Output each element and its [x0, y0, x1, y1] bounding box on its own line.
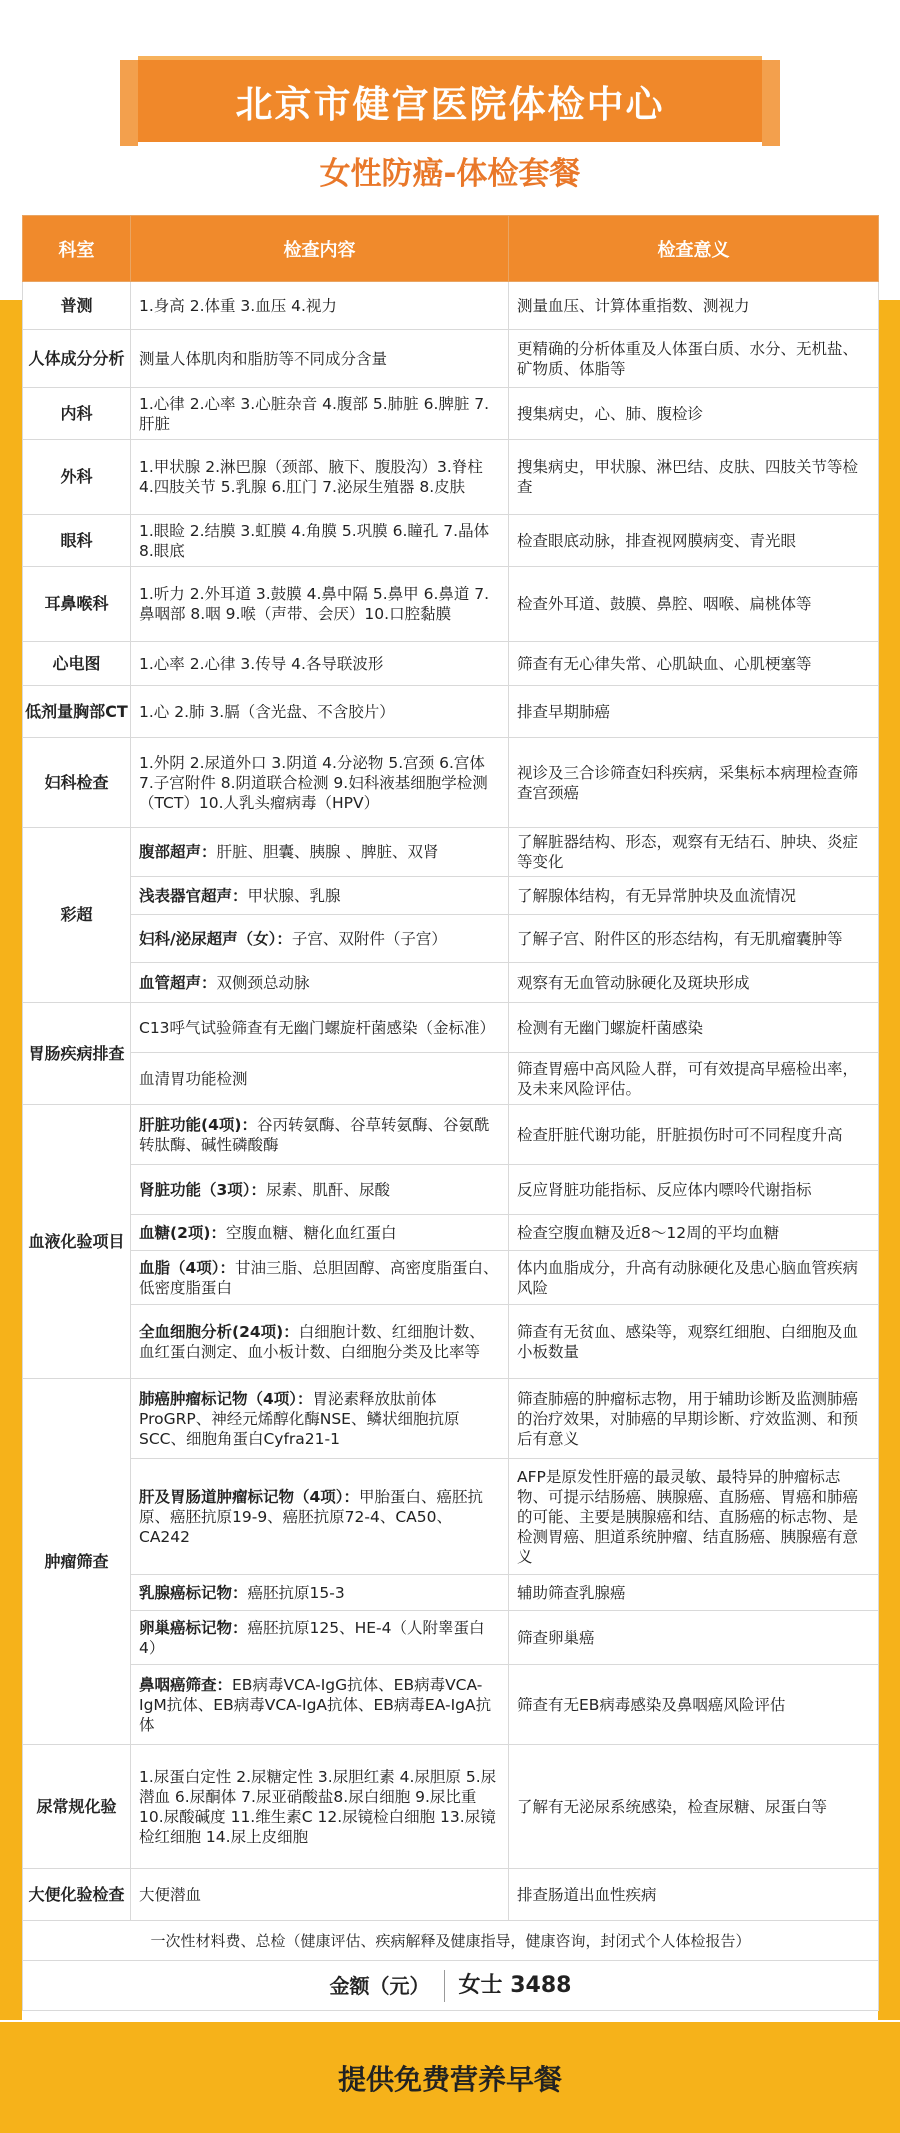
price-row [23, 1961, 879, 2011]
content-cell [131, 1305, 509, 1379]
item-content: 子宫、双附件（子宫） [291, 929, 447, 948]
column-header-dept: 科室 [23, 216, 131, 282]
content-cell: 1.心律 2.心率 3.心脏杂音 4.腹部 5.肺脏 6.脾脏 7.肝脏 [131, 388, 509, 440]
table-row [23, 388, 879, 440]
dept-cell: 尿常规化验 [23, 1745, 131, 1869]
meaning-cell: 检查肝脏代谢功能，肝脏损伤时可不同程度升高 [509, 1105, 879, 1165]
page-subtitle: 女性防癌-体检套餐 [319, 156, 581, 192]
price-cell [23, 1961, 879, 2011]
table-header-row [23, 216, 879, 282]
table-row [23, 915, 879, 963]
content-cell [131, 963, 509, 1003]
dept-cell: 普测 [23, 282, 131, 330]
table-row [23, 877, 879, 915]
table-row [23, 282, 879, 330]
meaning-cell: 搜集病史，心、肺、腹检诊 [509, 388, 879, 440]
content-cell: 1.尿蛋白定性 2.尿糖定性 3.尿胆红素 4.尿胆原 5.尿潜血 6.尿酮体 7.尿亚硝酸盐8.尿白细胞 9.尿比重 10.尿酸碱度 11.维生素C 12.尿镜检白细胞 13.尿镜检红细胞 14.尿上皮细胞 [131, 1745, 509, 1869]
meaning-cell: 测量血压、计算体重指数、测视力 [509, 282, 879, 330]
table-row [23, 567, 879, 642]
page-title: 北京市健宫医院体检中心 [138, 56, 762, 142]
meaning-cell: 了解脏器结构、形态，观察有无结石、肿块、炎症等变化 [509, 828, 879, 877]
content-cell [131, 1165, 509, 1215]
meaning-cell: 排查早期肺癌 [509, 686, 879, 738]
meaning-cell: 检测有无幽门螺旋杆菌感染 [509, 1003, 879, 1053]
meaning-cell: 搜集病史，甲状腺、淋巴结、皮肤、四肢关节等检查 [509, 440, 879, 515]
content-cell [131, 1379, 509, 1459]
meaning-cell: 筛查有无贫血、感染等，观察红细胞、白细胞及血小板数量 [509, 1305, 879, 1379]
meaning-cell: 观察有无血管动脉硬化及斑块形成 [509, 963, 879, 1003]
price-box [31, 1970, 870, 2002]
column-header-meaning: 检查意义 [509, 216, 879, 282]
dept-cell: 大便化验检查 [23, 1869, 131, 1921]
meaning-cell: 筛查胃癌中高风险人群，可有效提高早癌检出率，及未来风险评估。 [509, 1053, 879, 1105]
side-bar-left [0, 300, 22, 2020]
meaning-cell: 排查肠道出血性疾病 [509, 1869, 879, 1921]
price-label: 金额（元） [316, 1970, 445, 2002]
meaning-cell: 筛查有无心律失常、心肌缺血、心肌梗塞等 [509, 642, 879, 686]
meaning-cell: 视诊及三合诊筛查妇科疾病，采集标本病理检查筛查宫颈癌 [509, 738, 879, 828]
dept-cell: 妇科检查 [23, 738, 131, 828]
item-content: 肝脏、胆囊、胰腺 、脾脏、双肾 [216, 843, 439, 861]
content-cell [131, 1611, 509, 1665]
content-cell: C13呼气试验筛查有无幽门螺旋杆菌感染（金标准） [131, 1003, 509, 1053]
item-content: 胃泌素释放肽前体ProGRP、神经元烯醇化酶NSE、鳞状细胞抗原SCC、细胞角蛋白Cyfra21-1 [139, 1389, 460, 1448]
dept-cell: 内科 [23, 388, 131, 440]
content-cell [131, 915, 509, 963]
item-label: 腹部超声： [139, 843, 217, 861]
content-cell: 1.外阴 2.尿道外口 3.阴道 4.分泌物 5.宫颈 6.宫体 7.子宫附件 8.阴道联合检测 9.妇科液基细胞学检测（TCT）10.人乳头瘤病毒（HPV） [131, 738, 509, 828]
table-row [23, 1869, 879, 1921]
item-label: 卵巢癌标记物： [139, 1618, 248, 1637]
meaning-cell: 筛查卵巢癌 [509, 1611, 879, 1665]
meaning-cell: 检查空腹血糖及近8～12周的平均血糖 [509, 1215, 879, 1251]
table-row [23, 515, 879, 567]
table-row [23, 828, 879, 877]
meaning-cell: 检查眼底动脉，排查视网膜病变、青光眼 [509, 515, 879, 567]
content-cell: 大便潜血 [131, 1869, 509, 1921]
meaning-cell: 辅助筛查乳腺癌 [509, 1575, 879, 1611]
item-label: 妇科/泌尿超声（女）： [139, 929, 292, 948]
table-row [23, 738, 879, 828]
item-content: 尿素、肌酐、尿酸 [266, 1180, 391, 1199]
table-row [23, 686, 879, 738]
table-row [23, 963, 879, 1003]
table-row [23, 1251, 879, 1305]
meaning-cell: 了解子宫、附件区的形态结构，有无肌瘤囊肿等 [509, 915, 879, 963]
table-row [23, 440, 879, 515]
item-content: 谷丙转氨酶、谷草转氨酶、谷氨酰转肽酶、碱性磷酸酶 [139, 1115, 490, 1154]
dept-cell: 耳鼻喉科 [23, 567, 131, 642]
meaning-cell: 更精确的分析体重及人体蛋白质、水分、无机盐、矿物质、体脂等 [509, 330, 879, 388]
item-label: 肺癌肿瘤标记物（4项）： [139, 1389, 313, 1408]
meaning-cell: 筛查肺癌的肿瘤标志物，用于辅助诊断及监测肺癌的治疗效果，对肺癌的早期诊断、疗效监测、和预后有意义 [509, 1379, 879, 1459]
item-label: 全血细胞分析(24项)： [139, 1322, 299, 1341]
item-content: 双侧颈总动脉 [216, 973, 310, 992]
table-row [23, 1665, 879, 1745]
side-bar-right [878, 300, 900, 2020]
note-text: 一次性材料费、总检（健康评估、疾病解释及健康指导，健康咨询，封闭式个人体检报告） [23, 1921, 879, 1961]
item-label: 血糖(2项)： [139, 1223, 226, 1242]
item-label: 血管超声： [139, 973, 217, 992]
meaning-cell: 筛查有无EB病毒感染及鼻咽癌风险评估 [509, 1665, 879, 1745]
content-cell [131, 877, 509, 915]
table-row [23, 1003, 879, 1053]
dept-cell: 心电图 [23, 642, 131, 686]
dept-cell: 外科 [23, 440, 131, 515]
content-cell: 血清胃功能检测 [131, 1053, 509, 1105]
content-cell [131, 828, 509, 877]
table-row [23, 642, 879, 686]
package-table [22, 215, 879, 2011]
column-header-content: 检查内容 [131, 216, 509, 282]
table-row [23, 1053, 879, 1105]
content-cell: 1.身高 2.体重 3.血压 4.视力 [131, 282, 509, 330]
item-label: 血脂（4项）： [139, 1258, 236, 1277]
package-table-container [22, 215, 878, 2011]
table-row [23, 330, 879, 388]
content-cell: 1.听力 2.外耳道 3.鼓膜 4.鼻中隔 5.鼻甲 6.鼻道 7.鼻咽部 8.咽 9.喉（声带、会厌）10.口腔黏膜 [131, 567, 509, 642]
content-cell [131, 1251, 509, 1305]
meaning-cell: 反应肾脏功能指标、反应体内嘌呤代谢指标 [509, 1165, 879, 1215]
dept-cell: 血液化验项目 [23, 1105, 131, 1379]
item-label: 肾脏功能（3项）： [139, 1180, 267, 1199]
meaning-cell: 检查外耳道、鼓膜、鼻腔、咽喉、扁桃体等 [509, 567, 879, 642]
item-content: 癌胚抗原15-3 [247, 1583, 345, 1602]
dept-cell: 肿瘤筛查 [23, 1379, 131, 1745]
dept-cell: 胃肠疾病排查 [23, 1003, 131, 1105]
content-cell [131, 1105, 509, 1165]
meaning-cell: 体内血脂成分，升高有动脉硬化及患心脑血管疾病风险 [509, 1251, 879, 1305]
content-cell: 测量人体肌肉和脂肪等不同成分含量 [131, 330, 509, 388]
content-cell [131, 1575, 509, 1611]
item-content: 空腹血糖、糖化血红蛋白 [225, 1223, 397, 1242]
item-label: 肝脏功能(4项)： [139, 1115, 257, 1134]
table-row [23, 1459, 879, 1575]
item-label: 肝及胃肠道肿瘤标记物（4项）： [139, 1487, 360, 1506]
table-row [23, 1105, 879, 1165]
content-cell: 1.心率 2.心律 3.传导 4.各导联波形 [131, 642, 509, 686]
dept-cell: 眼科 [23, 515, 131, 567]
content-cell [131, 1665, 509, 1745]
table-row [23, 1165, 879, 1215]
meaning-cell: 了解腺体结构，有无异常肿块及血流情况 [509, 877, 879, 915]
table-row [23, 1575, 879, 1611]
meaning-cell: AFP是原发性肝癌的最灵敏、最特异的肿瘤标志物、可提示结肠癌、胰腺癌、直肠癌、胃癌和肺癌的可能、主要是胰腺癌和结、直肠癌的标志物、是检测胃癌、胆道系统肿瘤、结直肠癌、胰腺癌有意义 [509, 1459, 879, 1575]
item-label: 鼻咽癌筛查： [139, 1675, 233, 1694]
content-cell: 1.甲状腺 2.淋巴腺（颈部、腋下、腹股沟）3.脊柱 4.四肢关节 5.乳腺 6.肛门 7.泌尿生殖器 8.皮肤 [131, 440, 509, 515]
price-value: 女士 3488 [458, 1972, 572, 1998]
content-cell: 1.心 2.肺 3.膈（含光盘、不含胶片） [131, 686, 509, 738]
content-cell: 1.眼睑 2.结膜 3.虹膜 4.角膜 5.巩膜 6.瞳孔 7.晶体 8.眼底 [131, 515, 509, 567]
item-content: EB病毒VCA-IgG抗体、EB病毒VCA-IgM抗体、EB病毒VCA-IgA抗体、EB病毒EA-IgA抗体 [139, 1675, 492, 1734]
content-cell [131, 1459, 509, 1575]
footer-banner: 提供免费营养早餐 [0, 2022, 900, 2133]
table-row [23, 1745, 879, 1869]
item-content: 甲状腺、乳腺 [247, 886, 341, 905]
note-row [23, 1921, 879, 1961]
dept-cell: 人体成分分析 [23, 330, 131, 388]
item-content: 白细胞计数、红细胞计数、血红蛋白测定、血小板计数、白细胞分类及比率等 [139, 1322, 485, 1361]
dept-cell: 彩超 [23, 828, 131, 1003]
table-row [23, 1215, 879, 1251]
item-label: 乳腺癌标记物： [139, 1583, 248, 1602]
table-row [23, 1379, 879, 1459]
item-content: 甘油三脂、总胆固醇、高密度脂蛋白、低密度脂蛋白 [139, 1258, 499, 1297]
table-row [23, 1611, 879, 1665]
item-label: 浅表器官超声： [139, 886, 248, 905]
dept-cell: 低剂量胸部CT [23, 686, 131, 738]
table-row [23, 1305, 879, 1379]
meaning-cell: 了解有无泌尿系统感染，检查尿糖、尿蛋白等 [509, 1745, 879, 1869]
item-content: 甲胎蛋白、癌胚抗原、癌胚抗原19-9、癌胚抗原72-4、CA50、CA242 [139, 1487, 484, 1546]
item-content: 癌胚抗原125、HE-4（人附睾蛋白4） [139, 1618, 485, 1657]
content-cell [131, 1215, 509, 1251]
